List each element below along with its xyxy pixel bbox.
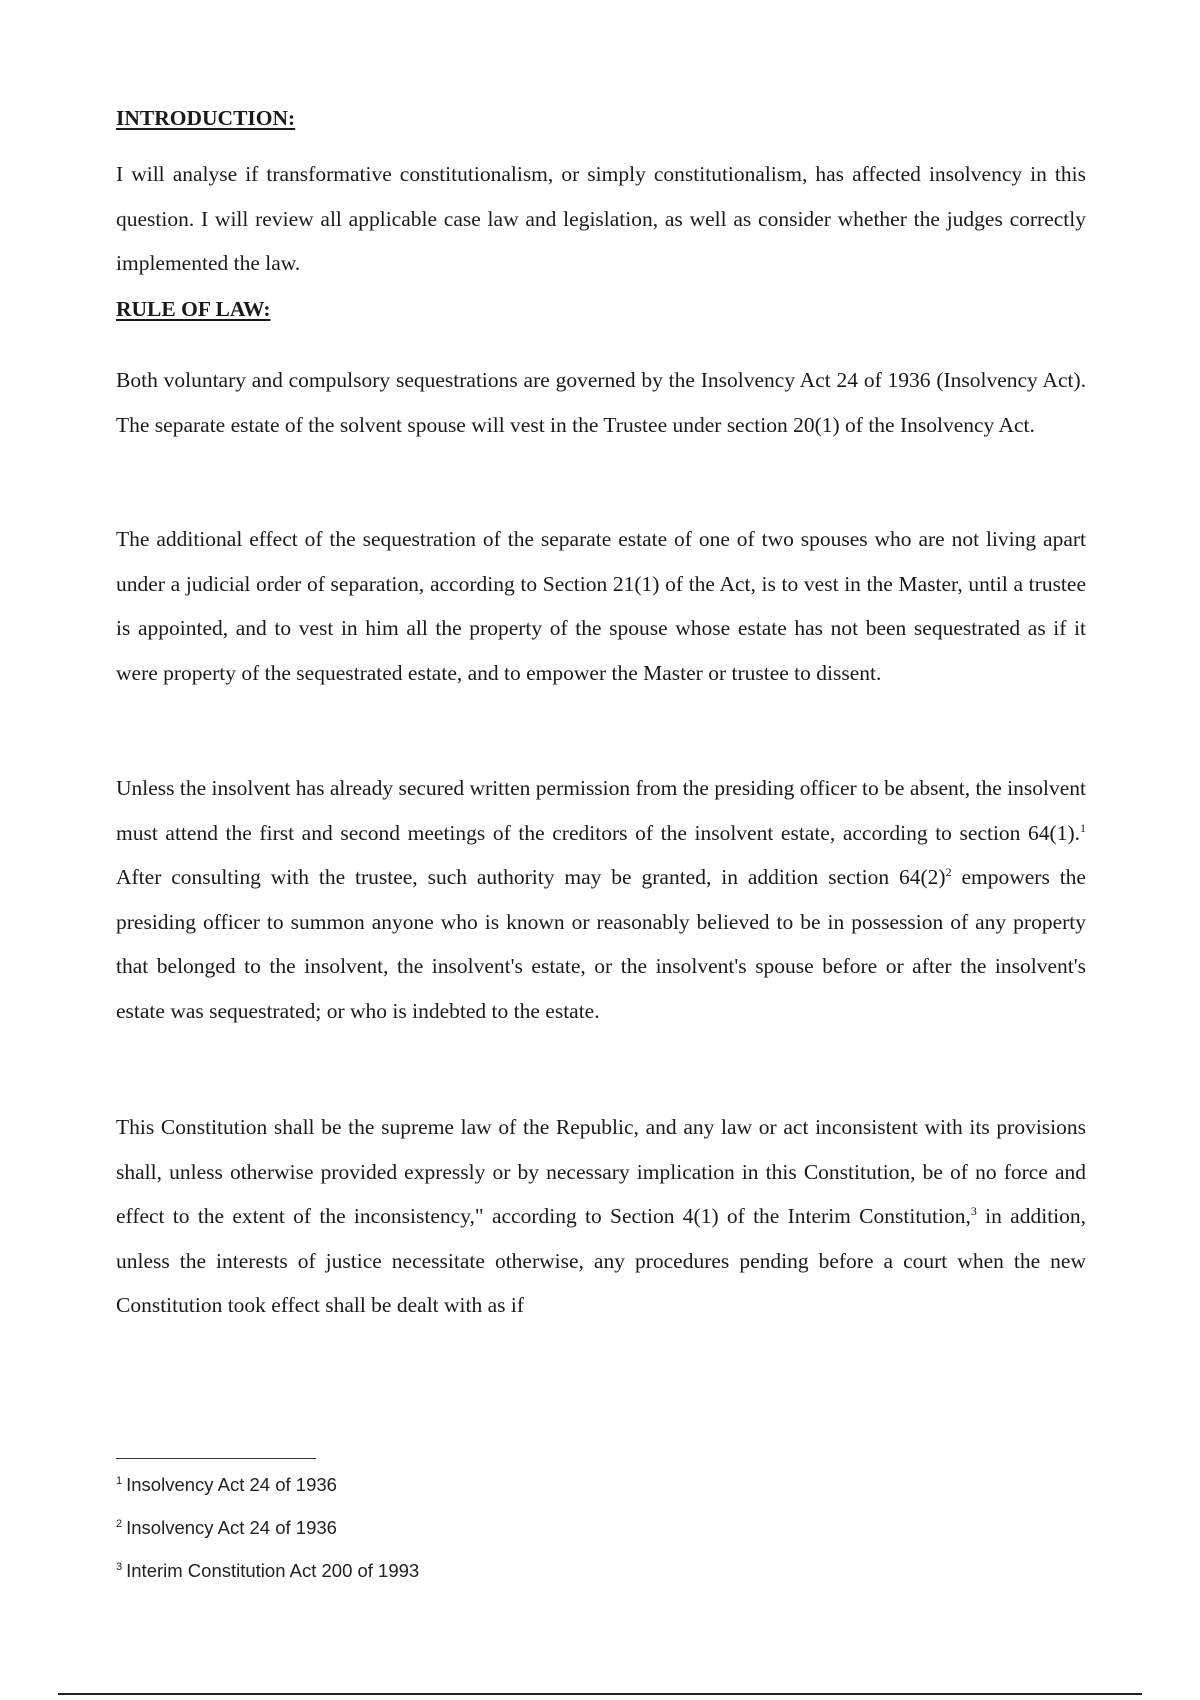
rule-of-law-paragraph-4 — [116, 1105, 1086, 1328]
footnote-1 — [116, 1474, 337, 1496]
introduction-paragraph: I will analyse if transformative constitutionalism, or simply constitutionalism, has affected insolvency in this question. I will review all applicable case law and legislation, as well as consider whether the judges correctly implemented the law. — [116, 162, 1086, 275]
introduction-heading: INTRODUCTION: — [116, 106, 296, 130]
footnote-reference-1[interactable]: 1 — [1080, 820, 1086, 835]
footnote-text-1: Insolvency Act 24 of 1936 — [126, 1474, 337, 1495]
footnote-3 — [116, 1560, 419, 1582]
footnote-separator — [116, 1458, 316, 1459]
rule-of-law-paragraph-3 — [116, 766, 1086, 1033]
rule-of-law-paragraph-2: The additional effect of the sequestration of the separate estate of one of two spouses who are not living apart under a judicial order of separation, according to Section 21(1) of the Act, is to vest in the Master, until a trustee is appointed, and to vest in him all the property of the spouse whose estate has not been sequestrated as if it were property of the sequestrated estate, and to empower the Master or trustee to dissent. — [116, 527, 1086, 685]
footnote-2 — [116, 1517, 337, 1539]
rule-of-law-heading: RULE OF LAW: — [116, 297, 271, 321]
footnote-number-3: 3 — [116, 1560, 123, 1573]
rule-of-law-paragraph-1: Both voluntary and compulsory sequestrations are governed by the Insolvency Act 24 of 1936 (Insolvency Act). The separate estate of the solvent spouse will vest in the Trustee under section 20(1) of the Insolvency Act. — [116, 368, 1086, 437]
paragraph-3-text-1: Unless the insolvent has already secured written permission from the presiding officer to be absent, the insolvent must attend the first and second meetings of the creditors of the insolvent estate, according to section 64(1). — [116, 776, 1086, 845]
footnote-number-2: 2 — [116, 1517, 123, 1530]
paragraph-3-text-2: After consulting with the trustee, such authority may be granted, in addition section 64(2) — [116, 865, 946, 889]
paragraph-4-text-2: in addition, unless the interests of justice necessitate otherwise, any procedures pending before a court when the new Constitution took effect shall be dealt with as if — [116, 1204, 1087, 1317]
paragraph-3-text-3: empowers the presiding officer to summon anyone who is known or reasonably believed to be in possession of any property that belonged to the insolvent, the insolvent's estate, or the insolvent's spouse before or after the insolvent's estate was sequestrated; or who is indebted to the estate. — [116, 865, 1086, 1023]
paragraph-4-text-1: This Constitution shall be the supreme law of the Republic, and any law or act inconsistent with its provisions shall, unless otherwise provided expressly or by necessary implication in this Constitution, be of no force and effect to the extent of the inconsistency," according to Section 4(1) of the Interim Constitution, — [116, 1115, 1086, 1228]
footnote-text-2: Insolvency Act 24 of 1936 — [126, 1517, 337, 1538]
footnote-reference-3[interactable]: 3 — [970, 1203, 977, 1218]
page-bottom-rule — [58, 1693, 1142, 1695]
footnote-reference-2[interactable]: 2 — [945, 864, 952, 879]
footnote-text-3: Interim Constitution Act 200 of 1993 — [126, 1560, 420, 1581]
footnote-number-1: 1 — [116, 1474, 123, 1487]
